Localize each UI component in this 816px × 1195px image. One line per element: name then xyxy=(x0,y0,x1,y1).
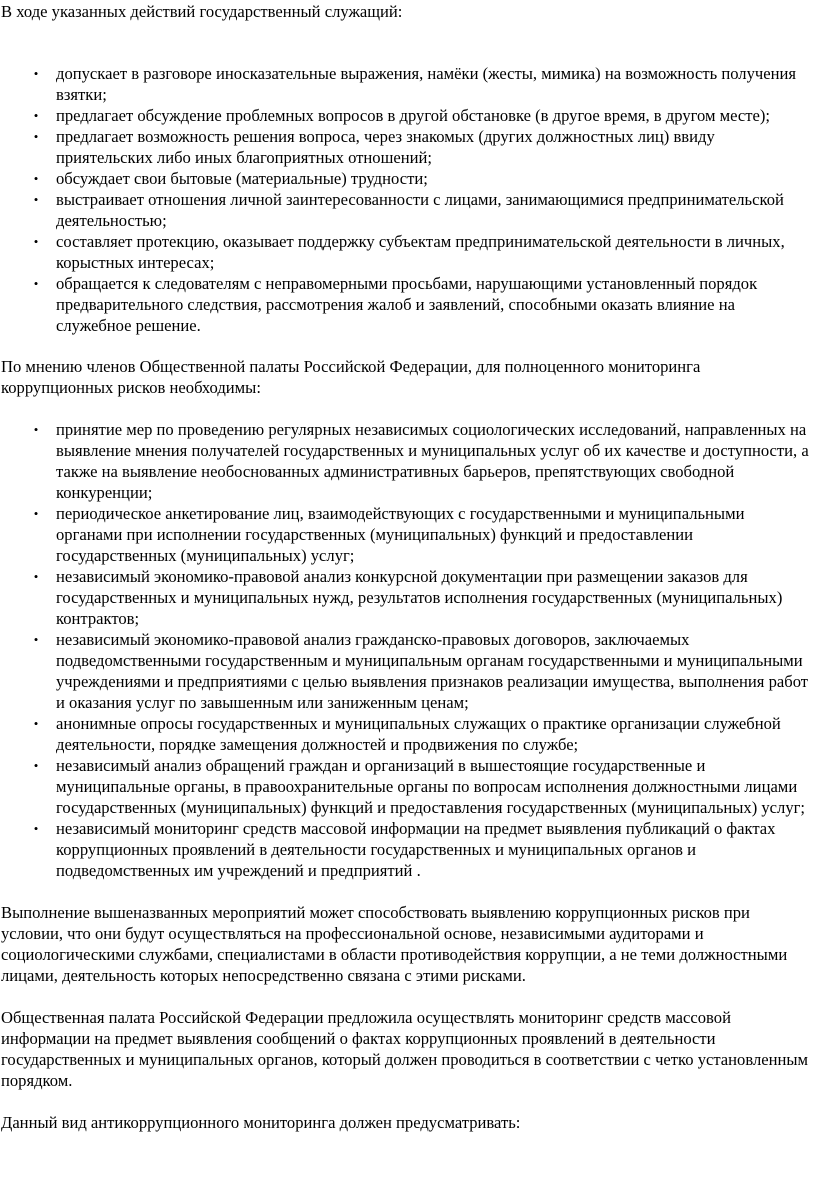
chamber-proposal-paragraph: Общественная палата Российской Федерации предложила осуществлять мониторинг средств массовой информации на предмет выявления сообщений о фактах коррупционных проявлений в деятельности государственных и муниципальных органов, который должен проводиться в соответствии с четко установленным порядком. xyxy=(1,1008,809,1090)
monitoring-intro-paragraph: По мнению членов Общественной палаты Российской Федерации, для полноценного мониторинга коррупционных рисков необходимы: xyxy=(1,357,701,397)
list-item: • независимый мониторинг средств массовой информации на предмет выявления публикаций о фактах коррупционных проявлений в деятельности государственных и муниципальных органов и подведомственных им учреждений и предприятий . xyxy=(33,819,776,880)
bullet-icon: • xyxy=(33,192,39,207)
list-item: • независимый экономико-правовой анализ конкурсной документации при размещении заказов для государственных и муниципальных нужд, результатов исполнения государственных (муниципальных) контрактов; xyxy=(33,567,783,628)
list-item: • предлагает обсуждение проблемных вопросов в другой обстановке (в другое время, в другом месте); xyxy=(33,106,771,125)
list-item: • предлагает возможность решения вопроса, через знакомых (других должностных лиц) ввиду приятельских либо иных благоприятных отношений; xyxy=(33,127,715,167)
conditions-paragraph: Выполнение вышеназванных мероприятий может способствовать выявлению коррупционных рисков при условии, что они будут осуществляться на профессиональной основе, независимыми аудиторами и социологическими службами, специалистами в области противодействия коррупции, а не теми должностными лицами, деятельность которых непосредственно связана с этими рисками. xyxy=(1,903,788,985)
monitoring-requirements-paragraph: Данный вид антикоррупционного мониторинга должен предусматривать: xyxy=(1,1113,521,1132)
list-item: • анонимные опросы государственных и муниципальных служащих о практике организации служебной деятельности, порядке замещения должностей и продвижения по службе; xyxy=(33,714,781,754)
list-item: • независимый анализ обращений граждан и организаций в вышестоящие государственные и муниципальные органы, в правоохранительные органы по вопросам исполнения должностными лицами государственных (муниципальных) функций и предоставления государственных (муниципальных) услуг; xyxy=(33,756,806,817)
bullet-icon: • xyxy=(33,632,39,647)
list-item: • выстраивает отношения личной заинтересованности с лицами, занимающимися предпринимательской деятельностью; xyxy=(33,190,784,230)
bullet-icon: • xyxy=(33,108,39,123)
list-item: • принятие мер по проведению регулярных независимых социологических исследований, направленных на выявление мнения получателей государственных и муниципальных услуг об их качестве и доступности, а также на выявление необоснованных административных барьеров, препятствующих свободной конкуренции; xyxy=(33,420,809,502)
bullet-icon: • xyxy=(33,569,39,584)
bullet-icon: • xyxy=(33,758,39,773)
bullet-icon: • xyxy=(33,276,39,291)
list-item: • обращается к следователям с неправомерными просьбами, нарушающими установленный порядок предварительного следствия, рассмотрения жалоб и заявлений, способными оказать влияние на служебное решение. xyxy=(33,274,758,335)
bullet-icon: • xyxy=(33,66,39,81)
list-item: • обсуждает свои бытовые (материальные) трудности; xyxy=(33,169,428,188)
bullet-icon: • xyxy=(33,716,39,731)
bullet-icon: • xyxy=(33,171,39,186)
bullet-icon: • xyxy=(33,129,39,144)
list-item: • периодическое анкетирование лиц, взаимодействующих с государственными и муниципальными органами при исполнении государственных (муниципальных) функций и предоставлении государственных (муниципальных) услуг; xyxy=(33,504,745,565)
list-item: • независимый экономико-правовой анализ гражданско-правовых договоров, заключаемых подведомственными государственным и муниципальным органам государственными и муниципальными учреждениями и предприятиями с целью выявления признаков реализации имущества, выполнения работ и оказания услуг по завышенным или заниженным ценам; xyxy=(33,630,809,712)
behavior-list xyxy=(1,63,813,336)
list-item: • допускает в разговоре иносказательные выражения, намёки (жесты, мимика) на возможность получения взятки; xyxy=(33,64,796,104)
list-item: • составляет протекцию, оказывает поддержку субъектам предпринимательской деятельности в личных, корыстных интересах; xyxy=(33,232,785,272)
intro-paragraph: В ходе указанных действий государственный служащий: xyxy=(1,2,403,21)
bullet-icon: • xyxy=(33,422,39,437)
monitoring-measures-list xyxy=(1,419,813,881)
bullet-icon: • xyxy=(33,234,39,249)
bullet-icon: • xyxy=(33,506,39,521)
bullet-icon: • xyxy=(33,821,39,836)
